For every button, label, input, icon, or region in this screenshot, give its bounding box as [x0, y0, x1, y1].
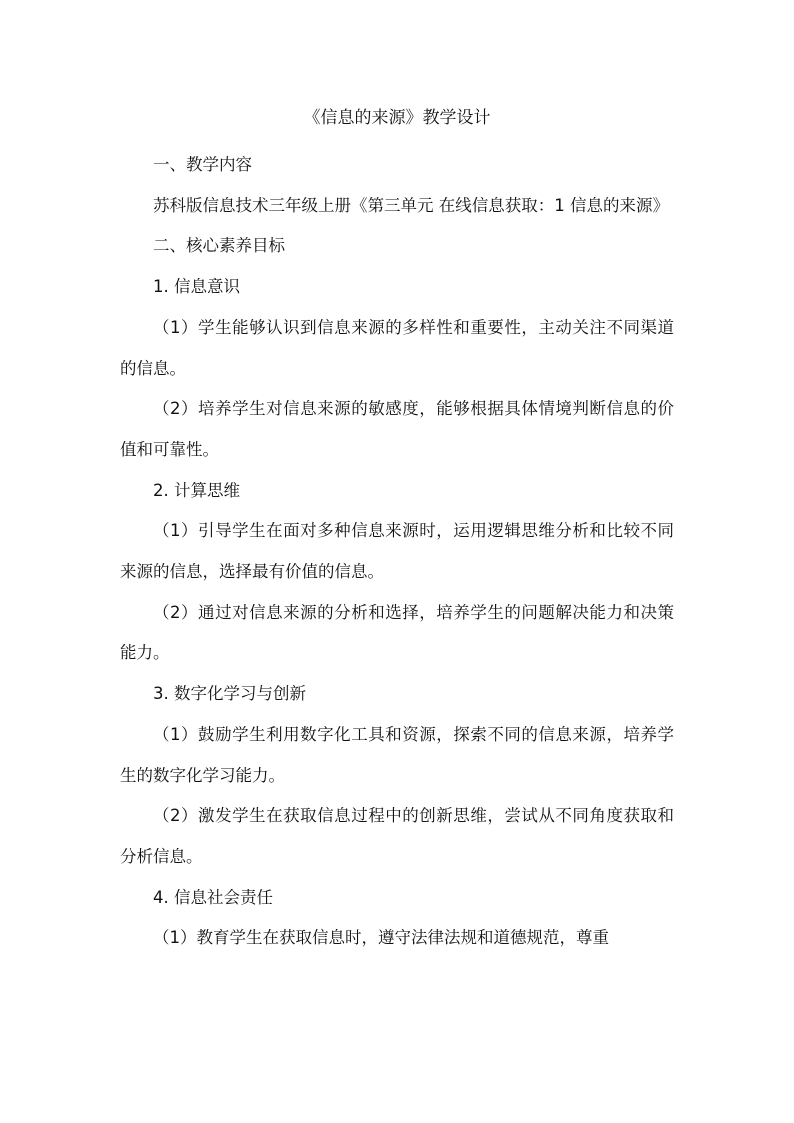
section-heading-goals: 二、核心素养目标	[153, 236, 285, 256]
paragraph-thinking-1: （1）引导学生在面对多种信息来源时，运用逻辑思维分析和比较不同来源的信息，选择最有价值的信息。	[120, 521, 674, 582]
paragraph-digital-1: （1）鼓励学生利用数字化工具和资源，探索不同的信息来源，培养学生的数字化学习能力。	[120, 724, 674, 785]
document-body	[120, 145, 674, 959]
paragraph-awareness-2: （2）培养学生对信息来源的敏感度，能够根据具体情境判断信息的价值和可靠性。	[120, 399, 674, 459]
paragraph-thinking-2: （2）通过对信息来源的分析和选择，培养学生的问题解决能力和决策能力。	[120, 602, 674, 663]
subheading-info-awareness: 1. 信息意识	[153, 277, 240, 297]
paragraph-responsibility-1: （1）教育学生在获取信息时，遵守法律法规和道德规范，尊重	[153, 928, 609, 948]
paragraph-textbook: 苏科版信息技术三年级上册《第三单元 在线信息获取：1 信息的来源》	[153, 195, 669, 215]
paragraph-awareness-1: （1）学生能够认识到信息来源的多样性和重要性，主动关注不同渠道的信息。	[120, 317, 674, 378]
subheading-social-responsibility: 4. 信息社会责任	[153, 887, 273, 907]
subheading-digital-learning: 3. 数字化学习与创新	[153, 684, 306, 704]
section-heading-content: 一、教学内容	[153, 155, 252, 174]
document-title: 《信息的来源》教学设计	[303, 108, 491, 128]
subheading-computational-thinking: 2. 计算思维	[153, 480, 240, 500]
paragraph-digital-2: （2）激发学生在获取信息过程中的创新思维，尝试从不同角度获取和分析信息。	[120, 806, 674, 866]
